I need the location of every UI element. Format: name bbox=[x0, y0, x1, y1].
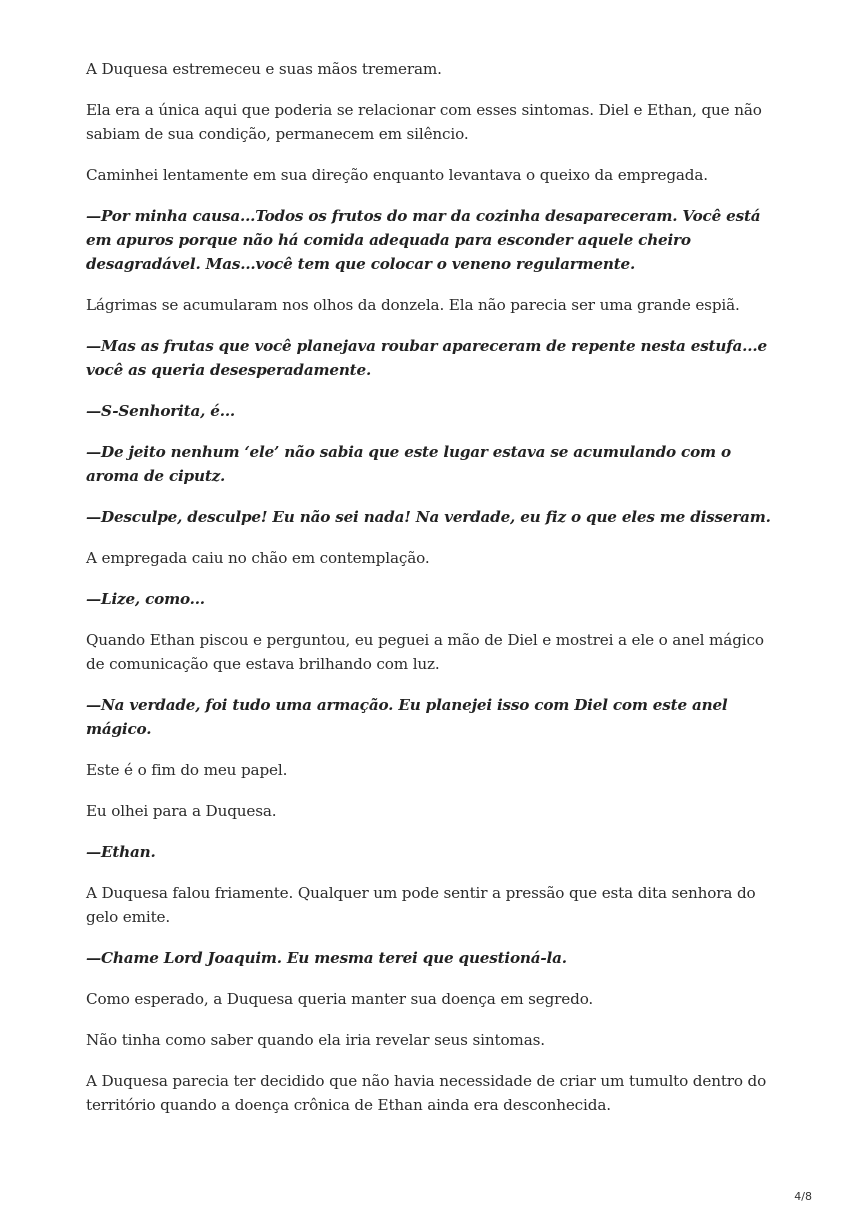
dialogue-7: —De jeito nenhum ‘ele’ não sabia que este lugar estava se acumulando com o aroma de ciputz. bbox=[86, 443, 731, 485]
paragraph-11: Quando Ethan piscou e perguntou, eu peguei a mão de Diel e mostrei a ele o anel mágico de comunicação que estava brilhando com luz. bbox=[86, 631, 764, 673]
dialogue-6: —S-Senhorita, é... bbox=[86, 402, 235, 420]
dialogue-5: —Mas as frutas que você planejava roubar apareceram de repente nesta estufa...e você as queria desesperadamente. bbox=[86, 337, 767, 379]
page-number: 4/8 bbox=[794, 1190, 812, 1203]
document-body bbox=[86, 57, 786, 1134]
paragraph-0: A Duquesa estremeceu e suas mãos tremeram. bbox=[86, 60, 442, 78]
paragraph-19: Não tinha como saber quando ela iria revelar seus sintomas. bbox=[86, 1031, 545, 1049]
dialogue-17: —Chame Lord Joaquim. Eu mesma terei que questioná-la. bbox=[86, 949, 567, 967]
paragraph-9: A empregada caiu no chão em contemplação. bbox=[86, 549, 430, 567]
dialogue-10: —Lize, como... bbox=[86, 590, 205, 608]
dialogue-15: —Ethan. bbox=[86, 843, 156, 861]
paragraph-18: Como esperado, a Duquesa queria manter sua doença em segredo. bbox=[86, 990, 594, 1008]
dialogue-12: —Na verdade, foi tudo uma armação. Eu planejei isso com Diel com este anel mágico. bbox=[86, 696, 728, 738]
paragraph-4: Lágrimas se acumularam nos olhos da donzela. Ela não parecia ser uma grande espiã. bbox=[86, 296, 740, 314]
paragraph-16: A Duquesa falou friamente. Qualquer um pode sentir a pressão que esta dita senhora do gelo emite. bbox=[86, 884, 756, 926]
paragraph-2: Caminhei lentamente em sua direção enquanto levantava o queixo da empregada. bbox=[86, 166, 708, 184]
paragraph-14: Eu olhei para a Duquesa. bbox=[86, 802, 277, 820]
dialogue-8: —Desculpe, desculpe! Eu não sei nada! Na verdade, eu fiz o que eles me disseram. bbox=[86, 508, 771, 526]
paragraph-13: Este é o fim do meu papel. bbox=[86, 761, 288, 779]
dialogue-3: —Por minha causa...Todos os frutos do mar da cozinha desapareceram. Você está em apuros porque não há comida adequada para esconder aquele cheiro desagradável. Mas...você tem que colocar o veneno regularmente. bbox=[86, 207, 761, 273]
paragraph-1: Ela era a única aqui que poderia se relacionar com esses sintomas. Diel e Ethan, que não sabiam de sua condição, permanecem em silêncio. bbox=[86, 101, 762, 143]
paragraph-20: A Duquesa parecia ter decidido que não havia necessidade de criar um tumulto dentro do território quando a doença crônica de Ethan ainda era desconhecida. bbox=[86, 1072, 767, 1114]
